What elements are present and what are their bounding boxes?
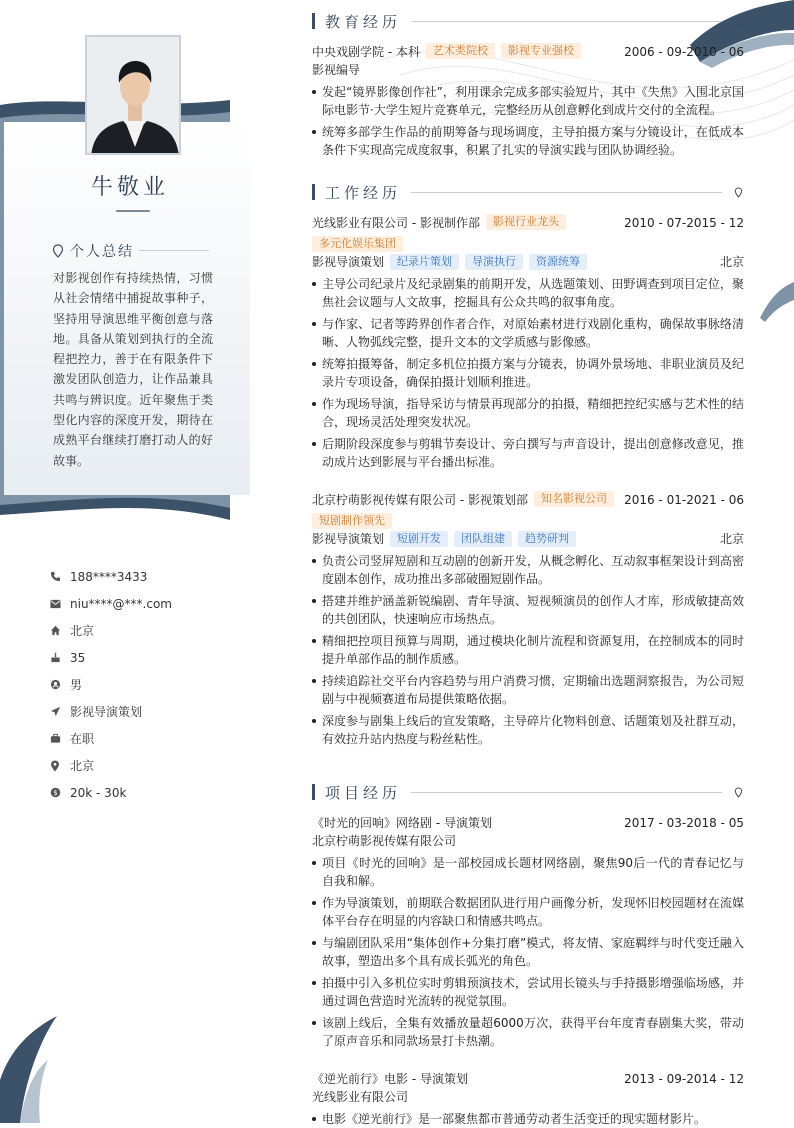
bullet-item: 与作家、记者等跨界创作者合作，对原始素材进行戏剧化重构，确保故事脉络清晰、人物弧线完整，提升文本的文学质感与影像感。	[312, 315, 744, 351]
entry-date: 2013 - 09-2014 - 12	[624, 1072, 744, 1086]
bullet-item: 后期阶段深度参与剪辑节奏设计、旁白撰写与声音设计，提出创意修改意见，推动成片达到影展与平台播出标准。	[312, 435, 744, 471]
send-icon	[50, 706, 70, 717]
contact-value: niu****@***.com	[70, 596, 172, 611]
bullet-list	[312, 552, 744, 748]
section-bar	[312, 13, 315, 29]
bullet-item: 作为现场导演，指导采访与情景再现部分的拍摄，精细把控纪实感与艺术性的结合，现场灵活处理突发状况。	[312, 395, 744, 431]
tag: 多元化娱乐集团	[312, 236, 403, 252]
education-entry	[312, 43, 744, 159]
gender-icon	[50, 679, 70, 690]
tag: 短剧制作领先	[312, 513, 392, 529]
work-location: 北京	[719, 532, 744, 546]
name-underline	[116, 210, 150, 212]
contact-value: 北京	[70, 759, 95, 773]
work-entry	[312, 214, 744, 471]
location-pin-icon	[732, 187, 744, 198]
contact-value: 在职	[70, 732, 95, 746]
contact-location	[50, 752, 250, 779]
tag-row	[312, 233, 744, 253]
profile-photo	[85, 35, 181, 155]
summary-rule	[139, 250, 209, 251]
contact-email	[50, 590, 250, 617]
bullet-item: 搭建并维护涵盖新锐编剧、青年导演、短视频演员的创作人才库，形成敏捷高效的共创团队，快速响应市场热点。	[312, 592, 744, 628]
entry-date: 2006 - 09-2010 - 06	[624, 45, 744, 59]
skill-tag: 资源统筹	[529, 254, 587, 270]
role-row	[312, 253, 744, 271]
location-pin-icon	[52, 244, 64, 258]
contact-gender	[50, 671, 250, 698]
bullet-list	[312, 83, 744, 159]
contact-value: 北京	[70, 624, 95, 638]
project-title: 项目经历	[325, 783, 402, 802]
work-title: 工作经历	[325, 183, 402, 202]
skill-tag: 团队组建	[454, 531, 512, 547]
project-name: 《时光的回响》网络剧 - 导演策划	[312, 816, 492, 830]
role-row	[312, 530, 744, 548]
project-section-header	[312, 780, 744, 804]
tag-row	[312, 510, 744, 530]
skill-tag: 纪录片策划	[390, 254, 459, 270]
bullet-item: 持续追踪社交平台内容趋势与用户消费习惯，定期输出选题洞察报告，为公司短剧与中视频赛道布局提供策略依据。	[312, 672, 744, 708]
bullet-item: 精细把控项目预算与周期，通过模块化制片流程和资源复用，在控制成本的同时提升单部作品的制作质感。	[312, 632, 744, 668]
briefcase-icon	[50, 733, 70, 744]
entry-header	[312, 1070, 744, 1088]
skill-tag: 趋势研判	[518, 531, 576, 547]
summary-heading	[52, 241, 134, 261]
bullet-item: 项目《时光的回响》是一部校园成长题材网络剧，聚焦90后一代的青春记忆与自我和解。	[312, 854, 744, 890]
role: 影视导演策划	[312, 532, 385, 546]
bullet-item: 与编剧团队采用“集体创作+分集打磨”模式，将友情、家庭羁绊与时代变迁融入故事，塑造出多个具有成长弧光的角色。	[312, 934, 744, 970]
entry-date: 2010 - 07-2015 - 12	[624, 216, 744, 230]
skill-tag: 短剧开发	[390, 531, 448, 547]
bullet-item: 主导公司纪录片及纪录剧集的前期开发，从选题策划、田野调查到项目定位，聚焦社会议题与人文故事，挖掘具有公众共鸣的叙事角度。	[312, 275, 744, 311]
candidate-name: 牛敬业	[90, 175, 169, 200]
entry-date: 2016 - 01-2021 - 06	[624, 493, 744, 507]
salary-icon	[50, 787, 70, 798]
project-entry	[312, 814, 744, 1050]
contact-phone	[50, 563, 250, 590]
contact-status	[50, 725, 250, 752]
education-section-header	[312, 9, 744, 33]
company-name: 光线影业有限公司	[312, 1090, 409, 1104]
major-name: 影视编导	[312, 63, 361, 77]
contact-list	[50, 563, 250, 806]
summary-text: 对影视创作有持续热情，习惯从社会情绪中捕捉故事种子，坚持用导演思维平衡创意与落地。具备从策划到执行的全流程把控力，善于在有限条件下激发团队创造力，让作品兼具共鸣与辨识度。近年聚焦于类型化内容的深度开发，期待在成熟平台继续打磨打动人的好故事。	[53, 271, 213, 468]
entry-header	[312, 491, 744, 509]
education-title: 教育经历	[325, 12, 402, 31]
project-name: 《逆光前行》电影 - 导演策划	[312, 1072, 468, 1086]
bullet-item: 深度参与剧集上线后的宣发策略，主导碎片化物料创意、话题策划及社群互动，有效拉升站内热度与粉丝粘性。	[312, 712, 744, 748]
section-rule	[411, 21, 722, 22]
company-name: 光线影业有限公司 - 影视制作部	[312, 216, 480, 230]
skill-tag: 导演执行	[465, 254, 523, 270]
bullet-item: 拍摄中引入多机位实时剪辑预演技术，尝试用长镜头与手持摄影增强临场感，并通过调色营造时光流转的视觉氛围。	[312, 974, 744, 1010]
svg-text:$: $	[53, 788, 58, 797]
entry-header	[312, 814, 744, 832]
section-rule	[411, 792, 722, 793]
entry-header	[312, 214, 744, 232]
bullet-list	[312, 854, 744, 1050]
location-pin-icon	[732, 16, 744, 27]
contact-value: 35	[70, 650, 86, 665]
project-company	[312, 1088, 744, 1106]
bullet-item: 电影《逆光前行》是一部聚焦都市普通劳动者生活变迁的现实题材影片。	[312, 1110, 744, 1128]
tag: 影视专业强校	[501, 43, 581, 59]
mail-icon	[50, 599, 70, 609]
entry-header	[312, 43, 744, 61]
bullet-item: 该剧上线后，全集有效播放量超6000万次，获得平台年度青春剧集大奖，带动了原声音乐和同款场景打卡热潮。	[312, 1014, 744, 1050]
tag: 知名影视公司	[534, 491, 614, 507]
contact-residence	[50, 617, 250, 644]
section-bar	[312, 184, 315, 200]
project-company	[312, 832, 744, 850]
phone-icon	[50, 571, 70, 582]
bullet-list	[312, 275, 744, 471]
summary-title: 个人总结	[70, 244, 134, 260]
contact-position	[50, 698, 250, 725]
bullet-item: 负责公司竖屏短剧和互动剧的创新开发，从概念孵化、互动叙事框架设计到高密度剧本创作，成功推出多部破圈短剧作品。	[312, 552, 744, 588]
bullet-item: 统筹多部学生作品的前期筹备与现场调度，主导拍摄方案与分镜设计，在低成本条件下实现高完成度叙事，积累了扎实的导演实践与团队协调经验。	[312, 123, 744, 159]
bullet-item: 作为导演策划，前期联合数据团队进行用户画像分析，发现怀旧校园题材在流媒体平台存在明显的内容缺口和情感共鸣点。	[312, 894, 744, 930]
entry-date: 2017 - 03-2018 - 05	[624, 816, 744, 830]
work-section-header	[312, 180, 744, 204]
bullet-item: 发起“镜界影像创作社”，利用课余完成多部实验短片，其中《失焦》入围北京国际电影节·大学生短片竞赛单元，完整经历从创意孵化到成片交付的全流程。	[312, 83, 744, 119]
role: 影视导演策划	[312, 255, 385, 269]
major	[312, 61, 744, 79]
school-name: 中央戏剧学院 - 本科	[312, 45, 420, 59]
portrait-illustration	[87, 37, 181, 155]
location-icon	[50, 760, 70, 772]
contact-value: 影视导演策划	[70, 705, 143, 719]
tag: 影视行业龙头	[486, 214, 566, 230]
contact-value: 男	[70, 678, 83, 692]
contact-age	[50, 644, 250, 671]
company-name: 北京柠萌影视传媒有限公司	[312, 834, 457, 848]
bullet-list	[312, 1110, 744, 1128]
section-bar	[312, 784, 315, 800]
contact-value: 20k - 30k	[70, 785, 127, 800]
work-entry	[312, 491, 744, 748]
location-pin-icon	[732, 787, 744, 798]
contact-value: 188****3433	[70, 569, 148, 584]
contact-salary	[50, 779, 250, 806]
section-rule	[411, 192, 722, 193]
work-location: 北京	[719, 255, 744, 269]
cake-icon	[50, 652, 70, 663]
bullet-item: 统筹拍摄筹备，制定多机位拍摄方案与分镜表，协调外景场地、非职业演员及纪录片专项设备，确保拍摄计划顺利推进。	[312, 355, 744, 391]
company-name: 北京柠萌影视传媒有限公司 - 影视策划部	[312, 493, 528, 507]
home-icon	[50, 625, 70, 636]
tag: 艺术类院校	[426, 43, 495, 59]
project-entry	[312, 1070, 744, 1128]
